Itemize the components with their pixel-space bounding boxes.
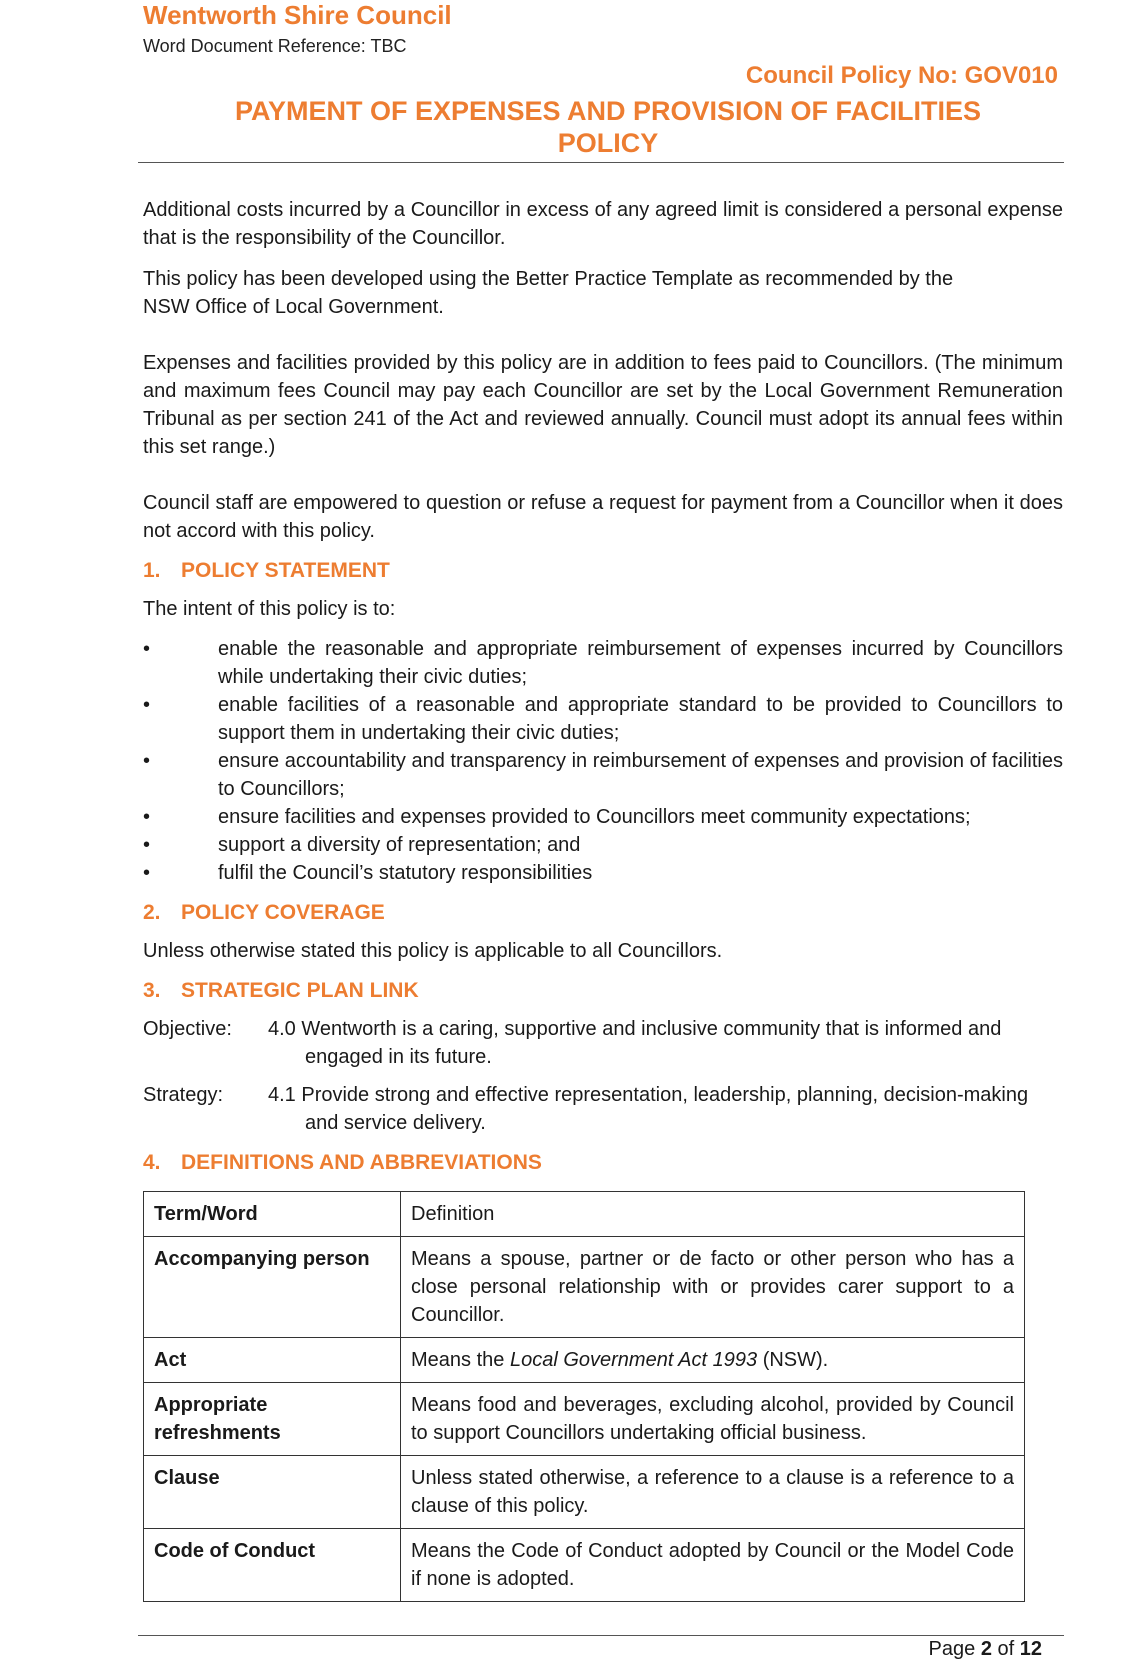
- bullet-icon: •: [143, 834, 151, 856]
- list-item: [143, 803, 1063, 831]
- list-item: [143, 831, 1063, 859]
- title-line-1: PAYMENT OF EXPENSES AND PROVISION OF FACILITIES: [234, 96, 982, 126]
- strategy-label: Strategy:: [143, 1084, 224, 1106]
- definition-cell: Unless stated otherwise, a reference to a clause is a reference to a clause of this policy.: [401, 1456, 1025, 1529]
- strategy-line-2: and service delivery.: [305, 1112, 486, 1134]
- definition-prefix: Means the: [411, 1349, 510, 1371]
- list-item-text: fulfil the Council’s statutory responsibilities: [218, 862, 593, 884]
- list-item-text: ensure accountability and transparency in reimbursement of expenses and provision of facilities to Councillors;: [218, 750, 1063, 800]
- definitions-table: [143, 1191, 1025, 1602]
- term-cell: Appropriate refreshments: [144, 1383, 401, 1456]
- section-number: 3.: [143, 979, 161, 1002]
- objective-row: [143, 1015, 1063, 1071]
- section-heading-policy-statement: [143, 557, 1063, 585]
- definition-cell: Means a spouse, partner or de facto or other person who has a close personal relationship with or provides carer support to a Councillor.: [401, 1237, 1025, 1338]
- policy-coverage-text: Unless otherwise stated this policy is applicable to all Councillors.: [143, 940, 723, 962]
- list-item: [143, 747, 1063, 803]
- list-item-text: support a diversity of representation; and: [218, 834, 581, 856]
- document-reference: Word Document Reference: TBC: [143, 36, 407, 56]
- term-cell: Act: [144, 1338, 401, 1383]
- section-number: 1.: [143, 559, 161, 582]
- header-definition: Definition: [401, 1192, 1025, 1237]
- bullet-icon: •: [143, 862, 151, 884]
- section-heading-strategic-plan-link: [143, 977, 1063, 1005]
- list-item: [143, 859, 1063, 887]
- bullet-icon: •: [143, 638, 151, 660]
- document-body: [143, 196, 1063, 1602]
- term-cell: Clause: [144, 1456, 401, 1529]
- list-item-text: enable the reasonable and appropriate reimbursement of expenses incurred by Councillors while undertaking their civic duties;: [218, 638, 1063, 688]
- intro-paragraph-2-line-2: NSW Office of Local Government.: [143, 296, 444, 318]
- document-title: [140, 95, 1076, 159]
- list-item-text: ensure facilities and expenses provided to Councillors meet community expectations;: [218, 806, 971, 828]
- policy-statement-lead: The intent of this policy is to:: [143, 598, 396, 620]
- list-item: [143, 635, 1063, 691]
- term-cell: Code of Conduct: [144, 1529, 401, 1602]
- section-heading-definitions: [143, 1149, 1063, 1177]
- intro-paragraph-4: Council staff are empowered to question or refuse a request for payment from a Councillor when it does not accord with this policy.: [143, 492, 1063, 542]
- table-row: [144, 1456, 1025, 1529]
- act-name: Local Government Act 1993: [509, 1349, 758, 1371]
- definition-cell: Means food and beverages, excluding alcohol, provided by Council to support Councillors undertaking official business.: [401, 1383, 1025, 1456]
- table-header-row: [144, 1192, 1025, 1237]
- page-total: 12: [1019, 1638, 1042, 1660]
- page-word: Page: [928, 1638, 976, 1660]
- section-number: 2.: [143, 901, 161, 924]
- section-heading-policy-coverage: [143, 899, 1063, 927]
- objective-label: Objective:: [143, 1018, 232, 1040]
- policy-statement-list: [143, 635, 1063, 887]
- objective-line-2: engaged in its future.: [305, 1046, 492, 1068]
- page-current: 2: [980, 1638, 992, 1660]
- table-row: [144, 1383, 1025, 1456]
- table-row: [144, 1529, 1025, 1602]
- list-item-text: enable facilities of a reasonable and appropriate standard to be provided to Councillors to support them in undertaking their civic duties;: [218, 694, 1063, 744]
- title-line-2: POLICY: [557, 128, 659, 158]
- strategy-row: [143, 1081, 1063, 1137]
- objective-line-1: 4.0 Wentworth is a caring, supportive and inclusive community that is informed and: [268, 1018, 1002, 1040]
- bullet-icon: •: [143, 694, 151, 716]
- bullet-icon: •: [143, 750, 151, 772]
- strategy-line-1: 4.1 Provide strong and effective representation, leadership, planning, decision-making: [268, 1084, 1029, 1106]
- intro-paragraph-3: Expenses and facilities provided by this policy are in addition to fees paid to Councillors. (The minimum and maximum fees Council may pay each Councillor are set by the Local Government Remuneration Tribunal as per section 241 of the Act and reviewed annually. Council must adopt its annual fees within this set range.): [143, 352, 1063, 458]
- organisation-name: Wentworth Shire Council: [143, 0, 452, 30]
- policy-number: Council Policy No: GOV010: [745, 62, 1058, 89]
- page-of: of: [997, 1638, 1015, 1660]
- intro-paragraph-2: [143, 265, 1063, 321]
- table-row: [144, 1338, 1025, 1383]
- objective-text: [268, 1015, 1063, 1071]
- table-row: [144, 1237, 1025, 1338]
- definition-cell: Means the Code of Conduct adopted by Council or the Model Code if none is adopted.: [401, 1529, 1025, 1602]
- section-number: 4.: [143, 1151, 161, 1174]
- definition-suffix: (NSW).: [757, 1349, 829, 1371]
- page-number: [929, 1638, 1042, 1661]
- section-title: DEFINITIONS AND ABBREVIATIONS: [181, 1151, 542, 1174]
- footer-rule: [138, 1635, 1064, 1636]
- section-title: POLICY COVERAGE: [181, 901, 385, 924]
- intro-paragraph-2-line-1: This policy has been developed using the Better Practice Template as recommended by the: [143, 268, 954, 290]
- intro-paragraph-1: Additional costs incurred by a Councillor in excess of any agreed limit is considered a personal expense that is the responsibility of the Councillor.: [143, 199, 1063, 249]
- bullet-icon: •: [143, 806, 151, 828]
- list-item: [143, 691, 1063, 747]
- term-cell: Accompanying person: [144, 1237, 401, 1338]
- strategy-text: [268, 1081, 1063, 1137]
- header-term: Term/Word: [144, 1192, 401, 1237]
- section-title: POLICY STATEMENT: [181, 559, 390, 582]
- definition-cell: [401, 1338, 1025, 1383]
- section-title: STRATEGIC PLAN LINK: [181, 979, 419, 1002]
- header-rule: [138, 162, 1064, 163]
